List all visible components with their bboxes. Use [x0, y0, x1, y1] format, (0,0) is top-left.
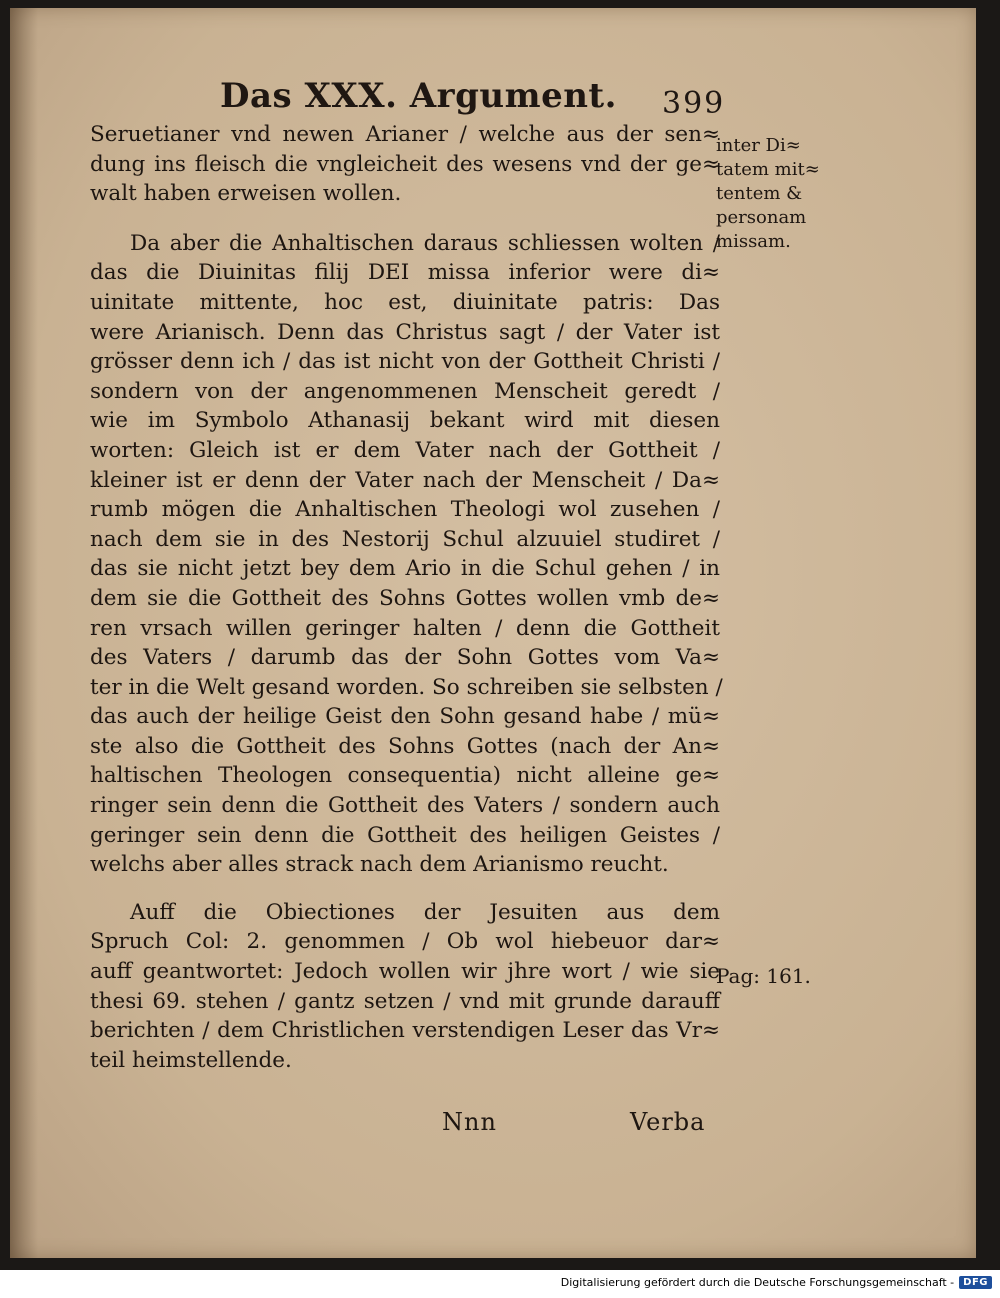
text-line: worten: Gleich ist er dem Vater nach der Gottheit /: [90, 437, 720, 463]
text-line: dung ins fleisch die vngleicheit des wesens vnd der ge≈: [90, 151, 720, 177]
text-line: were Arianisch. Denn das Christus sagt / der Vater ist: [90, 319, 720, 345]
text-line: teil heimstellende.: [90, 1047, 292, 1073]
paragraph-2: [90, 229, 723, 880]
text-line: ringer sein denn die Gottheit des Vaters / sondern auch: [90, 793, 720, 819]
text-line: dem sie die Gottheit des Sohns Gottes wollen vmb de≈: [90, 585, 720, 611]
text-line: wie im Symbolo Athanasij bekant wird mit diesen: [90, 408, 720, 434]
text-line: sondern von der angenommenen Menscheit geredt /: [90, 378, 720, 404]
text-line: Auff die Obiectiones der Jesuiten aus dem: [130, 899, 720, 925]
text-line: welchs aber alles strack nach dem Arianismo reucht.: [90, 852, 669, 878]
text-line: haltischen Theologen consequentia) nicht alleine ge≈: [90, 763, 720, 789]
running-head: [10, 76, 976, 126]
text-line: rumb mögen die Anhaltischen Theologi wol zusehen /: [90, 497, 720, 523]
margin-note-line: Pag: 161.: [716, 964, 811, 988]
signature-mark: Nnn: [442, 1108, 497, 1136]
text-line: das auch der heilige Geist den Sohn gesand habe / mü≈: [90, 704, 720, 730]
text-line: uinitate mittente, hoc est, diuinitate patris: Das: [90, 289, 720, 315]
digitization-footer: [561, 1276, 992, 1289]
margin-note-line: tatem mit≈: [716, 159, 820, 180]
catchword: Verba: [630, 1108, 706, 1136]
page-foot: [10, 1108, 976, 1148]
text-line: grösser denn ich / das ist nicht von der Gottheit Christi /: [90, 349, 720, 375]
margin-note-reference: [716, 964, 811, 988]
text-line: kleiner ist er denn der Vater nach der Menscheit / Da≈: [90, 467, 720, 493]
main-text-block: [90, 120, 723, 1075]
text-line: Seruetianer vnd newen Arianer / welche aus der sen≈: [90, 122, 720, 147]
text-line: auff geantwortet: Jedoch wollen wir jhre wort / wie sie: [90, 959, 720, 985]
text-line: Da aber die Anhaltischen daraus schliessen wolten /: [130, 230, 720, 256]
text-line: walt haben erweisen wollen.: [90, 181, 402, 207]
margin-note: [716, 134, 820, 254]
text-line: geringer sein denn die Gottheit des heiligen Geistes /: [90, 822, 720, 848]
text-line: thesi 69. stehen / gantz setzen / vnd mit grunde darauff: [90, 988, 720, 1014]
paragraph-1: [90, 120, 720, 209]
margin-note-line: tentem &: [716, 183, 803, 204]
text-line: das sie nicht jetzt bey dem Ario in die Schul gehen / in: [90, 556, 720, 582]
book-page: [10, 8, 976, 1258]
page-number: 399: [662, 86, 726, 121]
text-line: des Vaters / darumb das der Sohn Gottes vom Va≈: [90, 645, 720, 671]
funding-credit: Digitalisierung gefördert durch die Deutsche Forschungsgemeinschaft -: [560, 1276, 955, 1289]
text-line: ste also die Gottheit des Sohns Gottes (nach der An≈: [90, 733, 720, 759]
page-spine-shadow: [10, 8, 38, 1258]
margin-note-line: missam.: [716, 231, 791, 252]
margin-note-line: personam: [716, 207, 807, 228]
running-title: Das XXX. Argument.: [220, 76, 617, 116]
text-line: nach dem sie in des Nestorij Schul alzuuiel studiret /: [90, 526, 720, 552]
dfg-logo: DFG: [959, 1276, 992, 1289]
paragraph-3: [90, 898, 720, 1076]
margin-note-line: inter Di≈: [716, 135, 801, 156]
text-line: das die Diuinitas filij DEI missa inferior were di≈: [90, 260, 720, 286]
text-line: ren vrsach willen geringer halten / denn die Gottheit: [90, 615, 720, 641]
text-line: berichten / dem Christlichen verstendigen Leser das Vr≈: [90, 1018, 720, 1044]
text-line: ter in die Welt gesand worden. So schreiben sie selbsten /: [90, 674, 723, 700]
text-line: Spruch Col: 2. genommen / Ob wol hiebeuor dar≈: [90, 929, 720, 955]
